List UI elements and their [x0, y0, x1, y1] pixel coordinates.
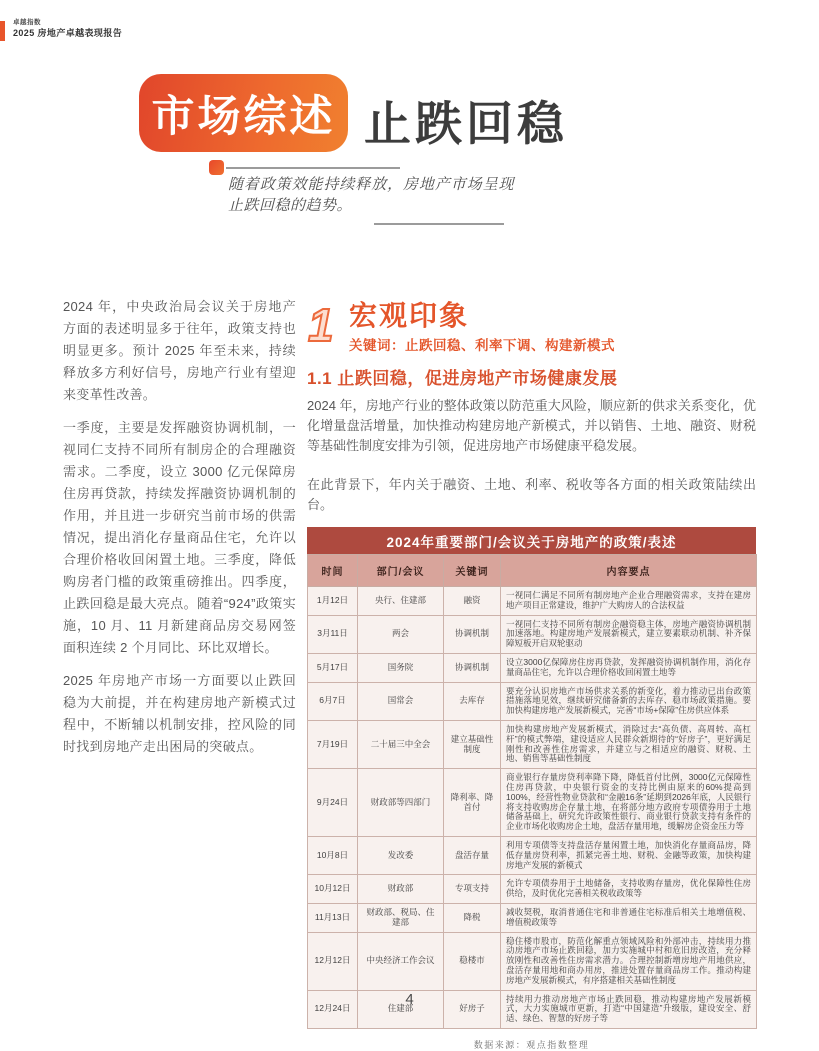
policy-cell-time: 7月19日: [308, 720, 358, 768]
policy-table-body: [308, 587, 757, 1029]
intro-text: 随着政策效能持续释放，房地产市场呈现止跌回稳的趋势。: [228, 176, 514, 214]
policy-cell-content: 减收契税，取消普通住宅和非普通住宅标准后相关土地增值税、增值税政策等: [501, 903, 757, 932]
policy-cell-keyword: 建立基础性制度: [444, 720, 501, 768]
policy-cell-department: 财政部等四部门: [358, 769, 444, 837]
section-title: 宏观印象: [349, 300, 470, 331]
section-keywords: 关键词：止跌回稳、利率下调、构建新模式: [349, 338, 615, 353]
policy-table-title: 2024年重要部门/会议关于房地产的政策/表述: [307, 527, 756, 554]
page-number: 4: [405, 991, 414, 1008]
policy-cell-keyword: 盘活存量: [444, 836, 501, 874]
chapter-badge-label: 市场综述: [151, 92, 336, 141]
data-source-note: 数据来源：观点指数整理: [473, 1039, 590, 1050]
policy-cell-department: 二十届三中全会: [358, 720, 444, 768]
table-row: [308, 769, 757, 837]
table-row: [308, 903, 757, 932]
intro-bullet-icon: [209, 160, 224, 175]
policy-cell-content: 商业银行存量房贷利率降下降，降低首付比例，3000亿元保障性住房再贷款，中央银行资金的支持比例由原来的60%提高到100%，经营性物业贷款和“金融16条”延期到2026年底，人民银行将支持收购房企存量土地，在将部分地方政府专项债券用于土地储备基础上，研究允许政策性银行、商业银行贷款支持有条件的企业市场化收购房企土地，盘活存量用地，缓解房企资金压力等: [501, 769, 757, 837]
policy-cell-content: 持续用力推动房地产市场止跌回稳，推动构建房地产发展新模式，大力实施城市更新，打造“中国建造”升级版，建设安全、舒适、绿色、智慧的好房子等: [501, 990, 757, 1028]
brand-accent-bar: [0, 21, 5, 41]
header-row: [308, 555, 757, 587]
policy-cell-keyword: 降税: [444, 903, 501, 932]
masthead: [13, 19, 122, 39]
policy-cell-time: 12月12日: [308, 932, 358, 990]
table-row: [308, 615, 757, 653]
policy-table: [307, 554, 757, 1029]
intro-rule-bottom: [374, 223, 504, 225]
right-column: [307, 300, 756, 1051]
policy-cell-content: 利用专项债等支持盘活存量闲置土地，加快消化存量商品房，降低存量房贷利率，抓紧完善土地、财税、金融等政策，加快构建房地产发展的新模式: [501, 836, 757, 874]
chapter-badge: [139, 74, 348, 152]
policy-cell-keyword: 专项支持: [444, 875, 501, 904]
policy-table-header: [308, 555, 757, 587]
page-title: 止跌回稳: [364, 97, 568, 150]
paragraph: 在此背景下，年内关于融资、土地、利率、税收等各方面的相关政策陆续出台。: [307, 477, 756, 512]
policy-cell-time: 1月12日: [308, 587, 358, 616]
policy-cell-keyword: 好房子: [444, 990, 501, 1028]
table-row: [308, 875, 757, 904]
policy-cell-keyword: 降利率、降首付: [444, 769, 501, 837]
policy-cell-time: 12月24日: [308, 990, 358, 1028]
paragraph: 2025 年房地产市场一方面要以止跌回稳为大前提，并在构建房地产新模式过程中，不断辅以机制安排，控风险的同时找到房地产走出困局的突破点。: [63, 673, 296, 754]
policy-cell-keyword: 稳楼市: [444, 932, 501, 990]
table-row: [308, 932, 757, 990]
section-number: 1: [308, 299, 334, 351]
brand-name: 卓越指数: [13, 19, 41, 26]
policy-cell-time: 11月13日: [308, 903, 358, 932]
policy-cell-content: 一视同仁满足不同所有制房地产企业合理融资需求，支持在建房地产项目正常建设，维护广大购房人的合法权益: [501, 587, 757, 616]
policy-cell-keyword: 融资: [444, 587, 501, 616]
column-header-keyword: 关键词: [444, 555, 501, 587]
policy-cell-content: 一视同仁支持不同所有制房企融资稳主体，房地产融资协调机制加速落地。构建房地产发展新模式，建立要素联动机制、补齐保障短板开启双轮驱动: [501, 615, 757, 653]
policy-cell-department: 财政部: [358, 875, 444, 904]
policy-cell-content: 设立3000亿保障房住房再贷款，发挥融资协调机制作用，消化存量商品住宅，允许以合理价格收回闲置土地等: [501, 653, 757, 682]
policy-cell-content: 稳住楼市股市，防范化解重点领域风险和外部冲击，持续用力推动房地产市场止跌回稳，加力实施城中村和危旧房改造，充分释放刚性和改善性住房需求潜力。合理控制新增房地产用地供应，盘活存量用地和商办用房，推进处置存量商品房工作。推动构建房地产发展新模式，有序搭建相关基础性制度: [501, 932, 757, 990]
policy-cell-keyword: 协调机制: [444, 653, 501, 682]
paragraph: 2024 年，房地产行业的整体政策以防范重大风险，顺应新的供求关系变化，优化增量盘活增量，加快推动构建房地产新模式，并以销售、土地、融资、财税等基础性制度安排为引领，促进房地产市场健康平稳发展。: [307, 398, 756, 453]
policy-cell-content: 要充分认识房地产市场供求关系的新变化，着力推动已出台政策措施落地见效，继续研究储备新的去库存、稳市场政策措施。要加快构建房地产发展新模式，完善“市场+保障”住房供应体系: [501, 682, 757, 720]
policy-cell-time: 10月12日: [308, 875, 358, 904]
subsection-title: 1.1 止跌回稳，促进房地产市场健康发展: [307, 369, 618, 388]
table-row: [308, 720, 757, 768]
paragraph: 2024 年，中央政治局会议关于房地产方面的表述明显多于往年，政策支持也明显更多。预计 2025 年至未来，持续释放多方利好信号，房地产行业有望迎来变革性改善。: [63, 299, 296, 402]
left-column: [63, 296, 296, 769]
policy-cell-content: 允许专项债券用于土地储备，支持收购存量房，优化保障性住房供给，及时优化完善相关税收政策等: [501, 875, 757, 904]
column-header-content: 内容要点: [501, 555, 757, 587]
intro-rule-top: [226, 167, 400, 169]
policy-cell-department: 财政部、税局、住建部: [358, 903, 444, 932]
column-header-time: 时间: [308, 555, 358, 587]
report-title: 2025 房地产卓越表现报告: [13, 28, 123, 39]
policy-cell-department: 两会: [358, 615, 444, 653]
table-row: [308, 587, 757, 616]
policy-cell-department: 中央经济工作会议: [358, 932, 444, 990]
column-header-department: 部门/会议: [358, 555, 444, 587]
policy-cell-time: 10月8日: [308, 836, 358, 874]
table-row: [308, 682, 757, 720]
policy-cell-department: 央行、住建部: [358, 587, 444, 616]
policy-cell-department: 住建部: [358, 990, 444, 1028]
paragraph: 一季度，主要是发挥融资协调机制，一视同仁支持不同所有制房企的合理融资需求。二季度，设立 3000 亿元保障房住房再贷款，持续发挥融资协调机制的作用，并且进一步研究当前市场的供需情况，提出消化存量商品住宅，允许以合理价格收回闲置土地。三季度，降低购房者门槛的政策重磅推出。四季度，止跌回稳是最大亮点。随着“924”政策实施，10 月、11 月新建商品房交易网签面积连续 2 个月同比、环比双增长。: [63, 420, 296, 655]
policy-cell-department: 发改委: [358, 836, 444, 874]
policy-cell-keyword: 协调机制: [444, 615, 501, 653]
policy-cell-keyword: 去库存: [444, 682, 501, 720]
table-row: [308, 836, 757, 874]
policy-cell-content: 加快构建房地产发展新模式，消除过去“高负债、高周转、高杠杆”的模式弊端，建设适应人民群众新期待的“好房子”，更好满足刚性和改善性住房需求，并建立与之相适应的融资、财税、土地、销售等基础性制度: [501, 720, 757, 768]
policy-cell-time: 5月17日: [308, 653, 358, 682]
policy-cell-time: 3月11日: [308, 615, 358, 653]
policy-cell-department: 国务院: [358, 653, 444, 682]
section-header: [307, 300, 756, 354]
policy-cell-time: 6月7日: [308, 682, 358, 720]
policy-cell-department: 国常会: [358, 682, 444, 720]
table-row: [308, 653, 757, 682]
policy-cell-time: 9月24日: [308, 769, 358, 837]
